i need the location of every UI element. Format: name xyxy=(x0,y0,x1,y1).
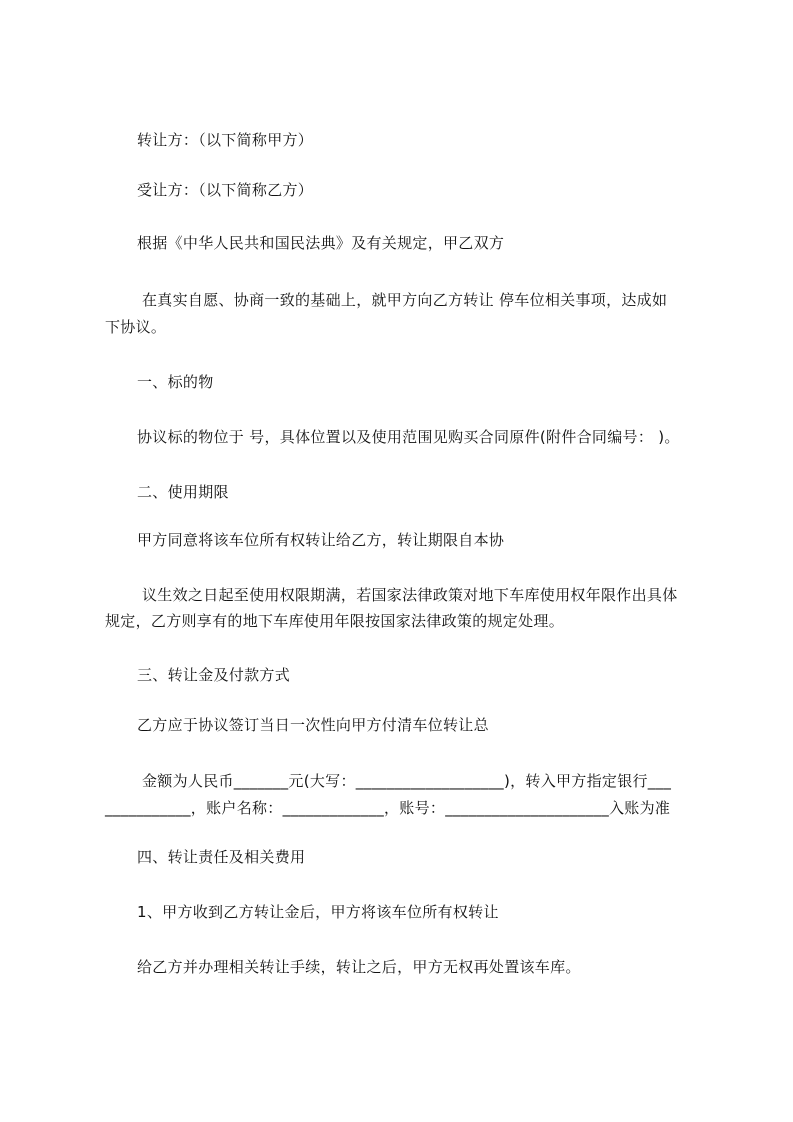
paragraph-text: 给乙方并办理相关转让手续，转让之后，甲方无权再处置该车库。 xyxy=(137,958,581,976)
paragraph-text: 甲方同意将该车位所有权转让给乙方，转让期限自本协 xyxy=(137,531,505,549)
section-heading: 二、使用期限 xyxy=(137,483,229,501)
paragraph-text: 议生效之日起至使用权限期满，若国家法律政策对地下车库使用权年限作出具体 xyxy=(142,586,678,604)
transferor-line: 转让方：（以下简称甲方） xyxy=(137,131,314,149)
paragraph-text: 1、甲方收到乙方转让金后，甲方将该车位所有权转让 xyxy=(137,903,499,921)
paragraph-text: 下协议。 xyxy=(105,318,167,336)
paragraph-text: 协议标的物位于 号，具体位置以及使用范围见购买合同原件(附件合同编号： )。 xyxy=(137,428,680,446)
section-heading: 三、转让金及付款方式 xyxy=(137,666,291,684)
payment-details-line: 金额为人民币_______元(大写：___________________)，转入甲方指定银行___ xyxy=(142,772,672,790)
paragraph-text: 在真实自愿、协商一致的基础上，就甲方向乙方转让 停车位相关事项，达成如 xyxy=(142,291,668,309)
section-heading: 一、标的物 xyxy=(137,373,214,391)
transferee-line: 受让方：（以下简称乙方） xyxy=(137,181,314,199)
account-details-line: ___________，账户名称：_____________，账号：_____________________入账为准 xyxy=(105,799,671,817)
paragraph-text: 根据《中华人民共和国民法典》及有关规定，甲乙双方 xyxy=(137,234,505,252)
paragraph-text: 规定，乙方则享有的地下车库使用年限按国家法律政策的规定处理。 xyxy=(105,612,565,630)
section-heading: 四、转让责任及相关费用 xyxy=(137,848,306,866)
paragraph-text: 乙方应于协议签订当日一次性向甲方付清车位转让总 xyxy=(137,716,489,734)
